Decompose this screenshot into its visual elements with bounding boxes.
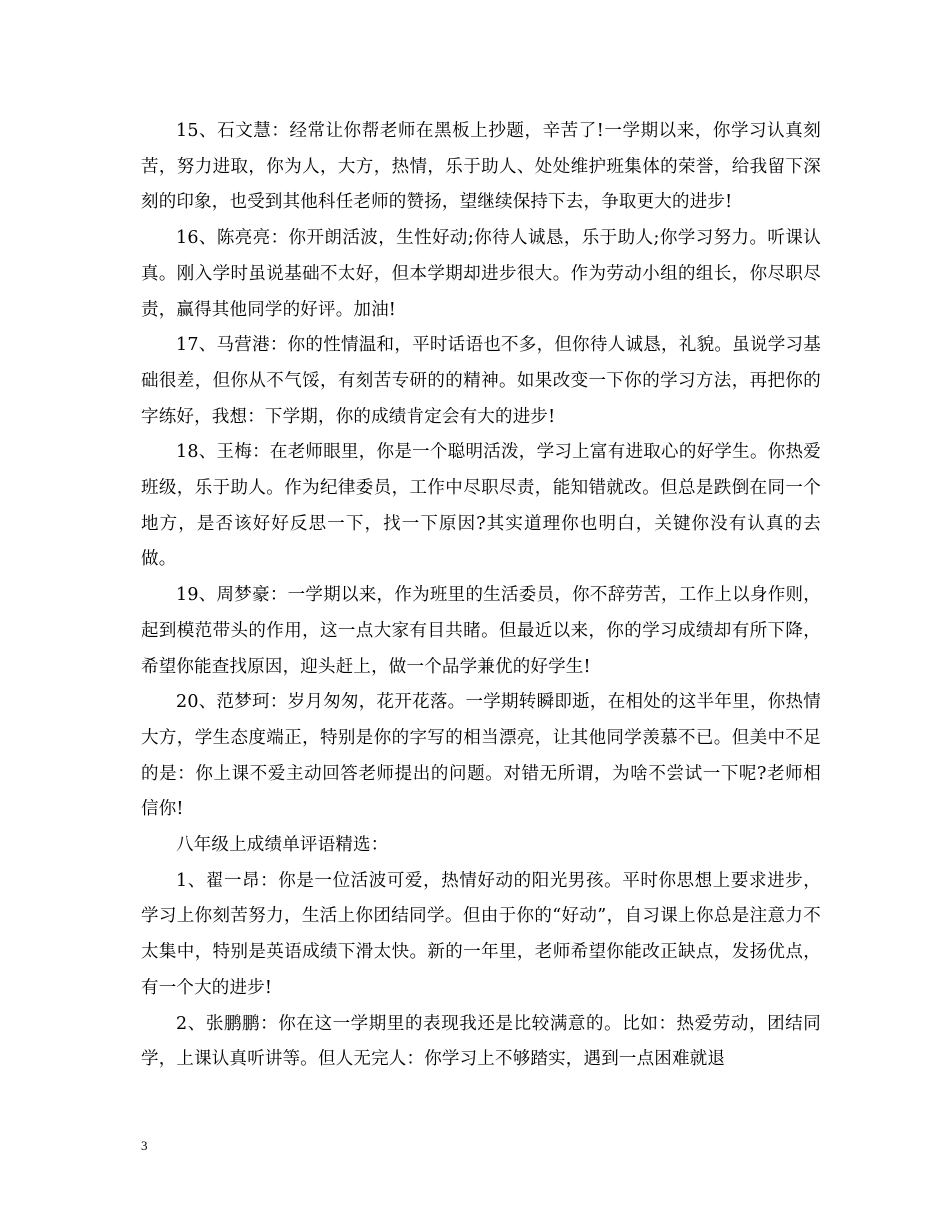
comment-paragraph-20: 20、范梦珂：岁月匆匆，花开花落。一学期转瞬即逝，在相处的这半年里，你热情大方，学生态度端正，特别是你的字写的相当漂亮，让其他同学羡慕不已。但美中不足的是：你上课不爱主动回答老师提出的问题。对错无所谓，为啥不尝试一下呢?老师相信你! [141,692,821,820]
comment-paragraph-18: 18、王梅：在老师眼里，你是一个聪明活泼，学习上富有进取心的好学生。你热爱班级，乐于助人。作为纪律委员，工作中尽职尽责，能知错就改。但总是跌倒在同一个地方，是否该好好反思一下，找一下原因?其实道理你也明白，关键你没有认真的去做。 [141,442,821,570]
comment-paragraph-16: 16、陈亮亮：你开朗活波，生性好动;你待人诚恳，乐于助人;你学习努力。听课认真。刚入学时虽说基础不太好，但本学期却进步很大。作为劳动小组的组长，你尽职尽责，赢得其他同学的好评。加油! [141,228,821,320]
document-body [141,114,821,1078]
comment-paragraph-19: 19、周梦豪：一学期以来，作为班里的生活委员，你不辞劳苦，工作上以身作则，起到模范带头的作用，这一点大家有目共睹。但最近以来，你的学习成绩却有所下降，希望你能查找原因，迎头赶上，做一个品学兼优的好学生! [141,585,821,677]
comment-paragraph-15: 15、石文慧：经常让你帮老师在黑板上抄题，辛苦了!一学期以来，你学习认真刻苦，努力进取，你为人，大方，热情，乐于助人、处处维护班集体的荣誉，给我留下深刻的印象，也受到其他科任老师的赞扬，望继续保持下去，争取更大的进步! [141,121,821,213]
page-number: 3 [141,1138,148,1153]
section-heading: 八年级上成绩单评语精选： [176,835,389,856]
comment-paragraph-1: 1、翟一昂：你是一位活波可爱，热情好动的阳光男孩。平时你思想上要求进步，学习上你刻苦努力，生活上你团结同学。但由于你的“好动”，自习课上你总是注意力不太集中，特别是英语成绩下滑太快。新的一年里，老师希望你能改正缺点，发扬优点，有一个大的进步! [141,870,821,998]
comment-paragraph-17: 17、马营港：你的性情温和，平时话语也不多，但你待人诚恳，礼貌。虽说学习基础很差，但你从不气馁，有刻苦专研的的精神。如果改变一下你的学习方法，再把你的字练好，我想：下学期，你的成绩肯定会有大的进步! [141,335,821,427]
comment-paragraph-2: 2、张鹏鹏：你在这一学期里的表现我还是比较满意的。比如：热爱劳动，团结同学，上课认真听讲等。但人无完人：你学习上不够踏实，遇到一点困难就退 [141,1013,821,1070]
